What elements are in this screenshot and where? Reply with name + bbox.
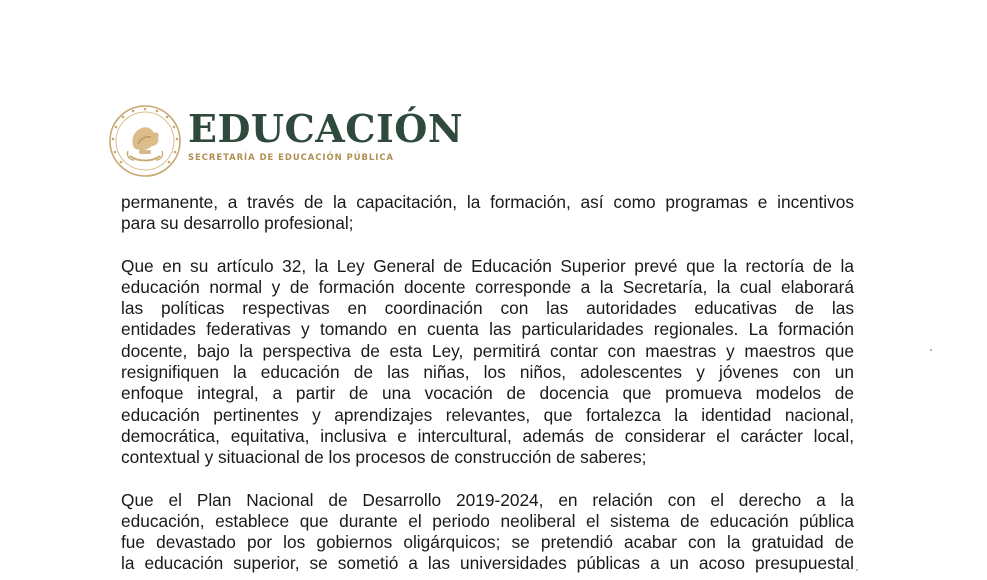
text-line: resignifiquen la educación de las niñas, los niños, adolescentes y jóvenes con un [121, 362, 854, 383]
brand-title: EDUCACIÓN [188, 106, 464, 151]
text-line: para su desarrollo profesional; [121, 213, 354, 234]
text-line: la educación superior, se sometió a las universidades públicas a un acoso presupuestal [121, 553, 854, 574]
scan-speck [930, 349, 932, 351]
text-line: Que el Plan Nacional de Desarrollo 2019-2024, en relación con el derecho a la [121, 489, 854, 510]
text-line: democrática, equitativa, inclusiva e intercultural, además de considerar el carácter local, [121, 425, 854, 446]
document-body [121, 192, 854, 580]
paragraph [121, 490, 854, 575]
text-line: enfoque integral, a partir de una vocación de docencia que promueva modelos de [121, 383, 854, 404]
text-line: docente, bajo la perspectiva de esta Ley, permitirá contar con maestras y maestros que [121, 340, 854, 361]
national-seal-icon [108, 104, 182, 178]
brand-subtitle: SECRETARÍA DE EDUCACIÓN PÚBLICA [188, 152, 394, 162]
text-line: Que en su artículo 32, la Ley General de Educación Superior prevé que la rectoría de la [121, 255, 854, 276]
text-line: educación normal y de formación docente corresponde a la Secretaría, la cual elaborará [121, 276, 854, 297]
scan-speck [856, 569, 858, 571]
text-line: fue devastado por los gobiernos oligárquicos; se pretendió acabar con la gratuidad de [121, 532, 854, 553]
agency-brand [188, 108, 463, 162]
paragraph [121, 256, 854, 469]
text-line: entidades federativas y tomando en cuenta las particularidades regionales. La formación [121, 319, 854, 340]
text-line: permanente, a través de la capacitación, la formación, así como programas e incentivos [121, 192, 854, 212]
text-line: las políticas respectivas en coordinación con las autoridades educativas de las [121, 298, 854, 319]
paragraph [121, 192, 854, 235]
text-line: contextual y situacional de los procesos de construcción de saberes; [121, 447, 647, 468]
text-line: educación pertinentes y aprendizajes relevantes, que fortalezca la identidad nacional, [121, 404, 854, 425]
text-line: educación, establece que durante el periodo neoliberal el sistema de educación pública [121, 510, 854, 531]
